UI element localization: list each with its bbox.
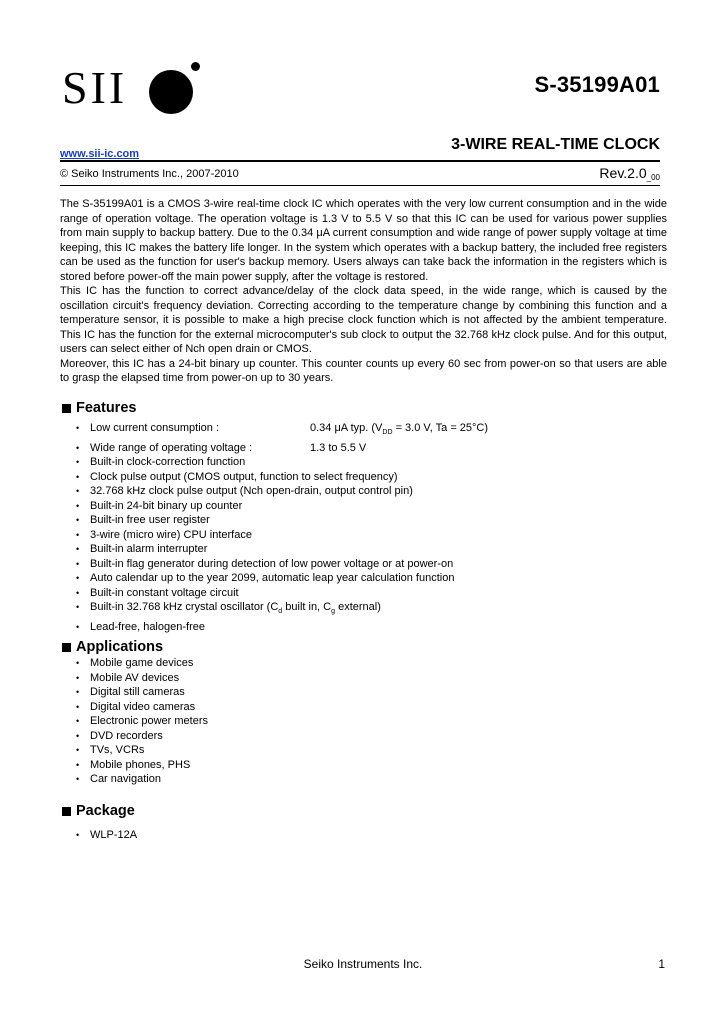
list-item: • Electronic power meters [76, 715, 208, 727]
feature-label: Built-in 32.768 kHz crystal oscillator ($C_d$ built in, $C_g$ external) [90, 601, 381, 616]
revision-main: Rev.2.0 [599, 165, 647, 181]
feature-label: Built-in flag generator during detection of low power voltage or at power-on [90, 557, 454, 570]
intro-paragraph: This IC has the function to correct advance/delay of the clock data speed, in the wide range, which is caused by the oscillation circuit's frequency deviation. Correcting according to the temperature change by combining this function and a temperature sensor, it is possible to make a high precise clock function which is not affected by the ambient temperature. This IC has the function for the external microcomputer's sub clock to output the 32.768 kHz clock pulse. And for this output, users can select either of Nch open drain or CMOS. [60, 285, 667, 355]
feature-label: 3-wire (micro wire) CPU interface [90, 528, 252, 541]
feature-value: 0.34 μA typ. ($V_{DD} = 3.0$ V, Ta = 25°C) [310, 422, 489, 437]
page-number: 1 [658, 957, 665, 971]
feature-label: Clock pulse output (CMOS output, function to select frequency) [90, 470, 398, 483]
bullet-icon: • [76, 423, 80, 433]
intro-text [60, 197, 667, 386]
list-item [76, 499, 488, 514]
feature-label: Built-in 24-bit binary up counter [90, 499, 243, 512]
list-item [76, 571, 488, 586]
feature-label: Built-in clock-correction function [90, 456, 246, 469]
list-item: • Mobile phones, PHS [76, 758, 191, 771]
feature-value: 1.3 to 5.5 V [310, 441, 367, 454]
bullet-icon: • [76, 716, 80, 726]
features-list [76, 421, 488, 634]
bullet-icon: • [76, 759, 80, 770]
company-logo [62, 62, 201, 114]
list-item [76, 542, 488, 557]
list-item [76, 528, 488, 543]
header-divider [60, 160, 660, 162]
bullet-icon: • [76, 471, 80, 482]
feature-label: Built-in alarm interrupter [90, 543, 208, 556]
bullet-icon: • [76, 774, 80, 784]
bullet-icon: • [76, 529, 80, 540]
list-item [76, 484, 488, 499]
features-title: Features [76, 400, 137, 416]
revision-sub: _00 [646, 173, 660, 182]
list-item [76, 586, 488, 601]
feature-label: Built-in free user register [90, 514, 210, 527]
bullet-icon: • [76, 658, 80, 668]
bullet-icon: • [76, 558, 80, 569]
square-bullet-icon [62, 643, 71, 652]
list-item [76, 620, 488, 635]
list-item: • DVD recorders [76, 729, 163, 742]
feature-label: Built-in constant voltage circuit [90, 586, 239, 599]
feature-label: 32.768 kHz clock pulse output (Nch open-drain, output control pin) [90, 485, 413, 498]
list-item: • WLP-12A [76, 829, 138, 841]
list-item [76, 455, 488, 470]
applications-heading [62, 639, 163, 655]
list-item: • Digital still cameras [76, 686, 185, 698]
bullet-icon: • [76, 745, 80, 755]
list-item [76, 600, 488, 620]
bullet-icon: • [76, 515, 80, 526]
website-link[interactable]: www.sii-ic.com [60, 148, 140, 160]
bullet-icon: • [76, 544, 80, 555]
bullet-icon: • [76, 486, 80, 497]
list-item: • Car navigation [76, 773, 161, 785]
list-item [76, 441, 488, 456]
footer-company: Seiko Instruments Inc. [303, 957, 423, 971]
package-list [76, 828, 137, 843]
feature-label: Auto calendar up to the year 2099, automatic leap year calculation function [90, 572, 455, 585]
bullet-icon: • [76, 442, 80, 453]
bullet-icon: • [76, 830, 80, 840]
package-heading [62, 803, 135, 819]
list-item [76, 557, 488, 572]
bullet-icon: • [76, 500, 80, 511]
applications-title: Applications [76, 639, 164, 655]
product-title: 3-WIRE REAL-TIME CLOCK [451, 136, 660, 153]
list-item: • Mobile AV devices [76, 671, 180, 684]
bullet-icon: • [76, 587, 80, 598]
list-item: • Mobile game devices [76, 657, 194, 669]
revision-label [599, 165, 660, 181]
bullet-icon: • [76, 730, 80, 741]
part-number: S-35199A01 [534, 72, 660, 97]
feature-label: Low current consumption : [90, 422, 220, 434]
copyright-notice: © Seiko Instruments Inc., 2007-2010 [60, 168, 239, 180]
bullet-icon: • [76, 457, 80, 468]
feature-label: Lead-free, halogen-free [90, 620, 205, 633]
package-title: Package [76, 803, 135, 819]
logo-dot-icon [149, 62, 201, 114]
square-bullet-icon [62, 404, 71, 413]
feature-label: Wide range of operating voltage : [90, 441, 253, 454]
list-item: • TVs, VCRs [76, 744, 145, 756]
list-item: • Digital video cameras [76, 700, 196, 713]
header-divider-bottom [60, 185, 660, 186]
list-item [76, 470, 488, 485]
intro-paragraph: Moreover, this IC has a 24-bit binary up counter. This counter counts up every 60 sec from power-on so that users are able to grasp the elapsed time from power-on up to 30 years. [60, 357, 667, 384]
square-bullet-icon [62, 807, 71, 816]
bullet-icon: • [76, 621, 80, 632]
intro-paragraph: The S-35199A01 is a CMOS 3-wire real-time clock IC which operates with the very low current consumption and in the wide range of operation voltage. The operation voltage is 1.3 V to 5.5 V so that this IC can be used for various power supplies from main supply to backup battery. Due to the 0.34 μA current consumption and wide range of power supply voltage at time keeping, this IC makes the battery life longer. In the system which operates with a backup battery, the included free registers can be used as the function for user's backup memory. Users always can take back the information in the registers which is stored before power-off the main power supply, after the voltage is restored. [60, 198, 667, 283]
features-heading [62, 400, 136, 416]
bullet-icon: • [76, 573, 80, 584]
bullet-icon: • [76, 701, 80, 712]
list-item [76, 421, 488, 441]
list-item [76, 513, 488, 528]
applications-list [76, 656, 208, 787]
bullet-icon: • [76, 687, 80, 697]
logo-text: SII [62, 62, 128, 113]
bullet-icon: • [76, 602, 80, 613]
bullet-icon: • [76, 672, 80, 683]
